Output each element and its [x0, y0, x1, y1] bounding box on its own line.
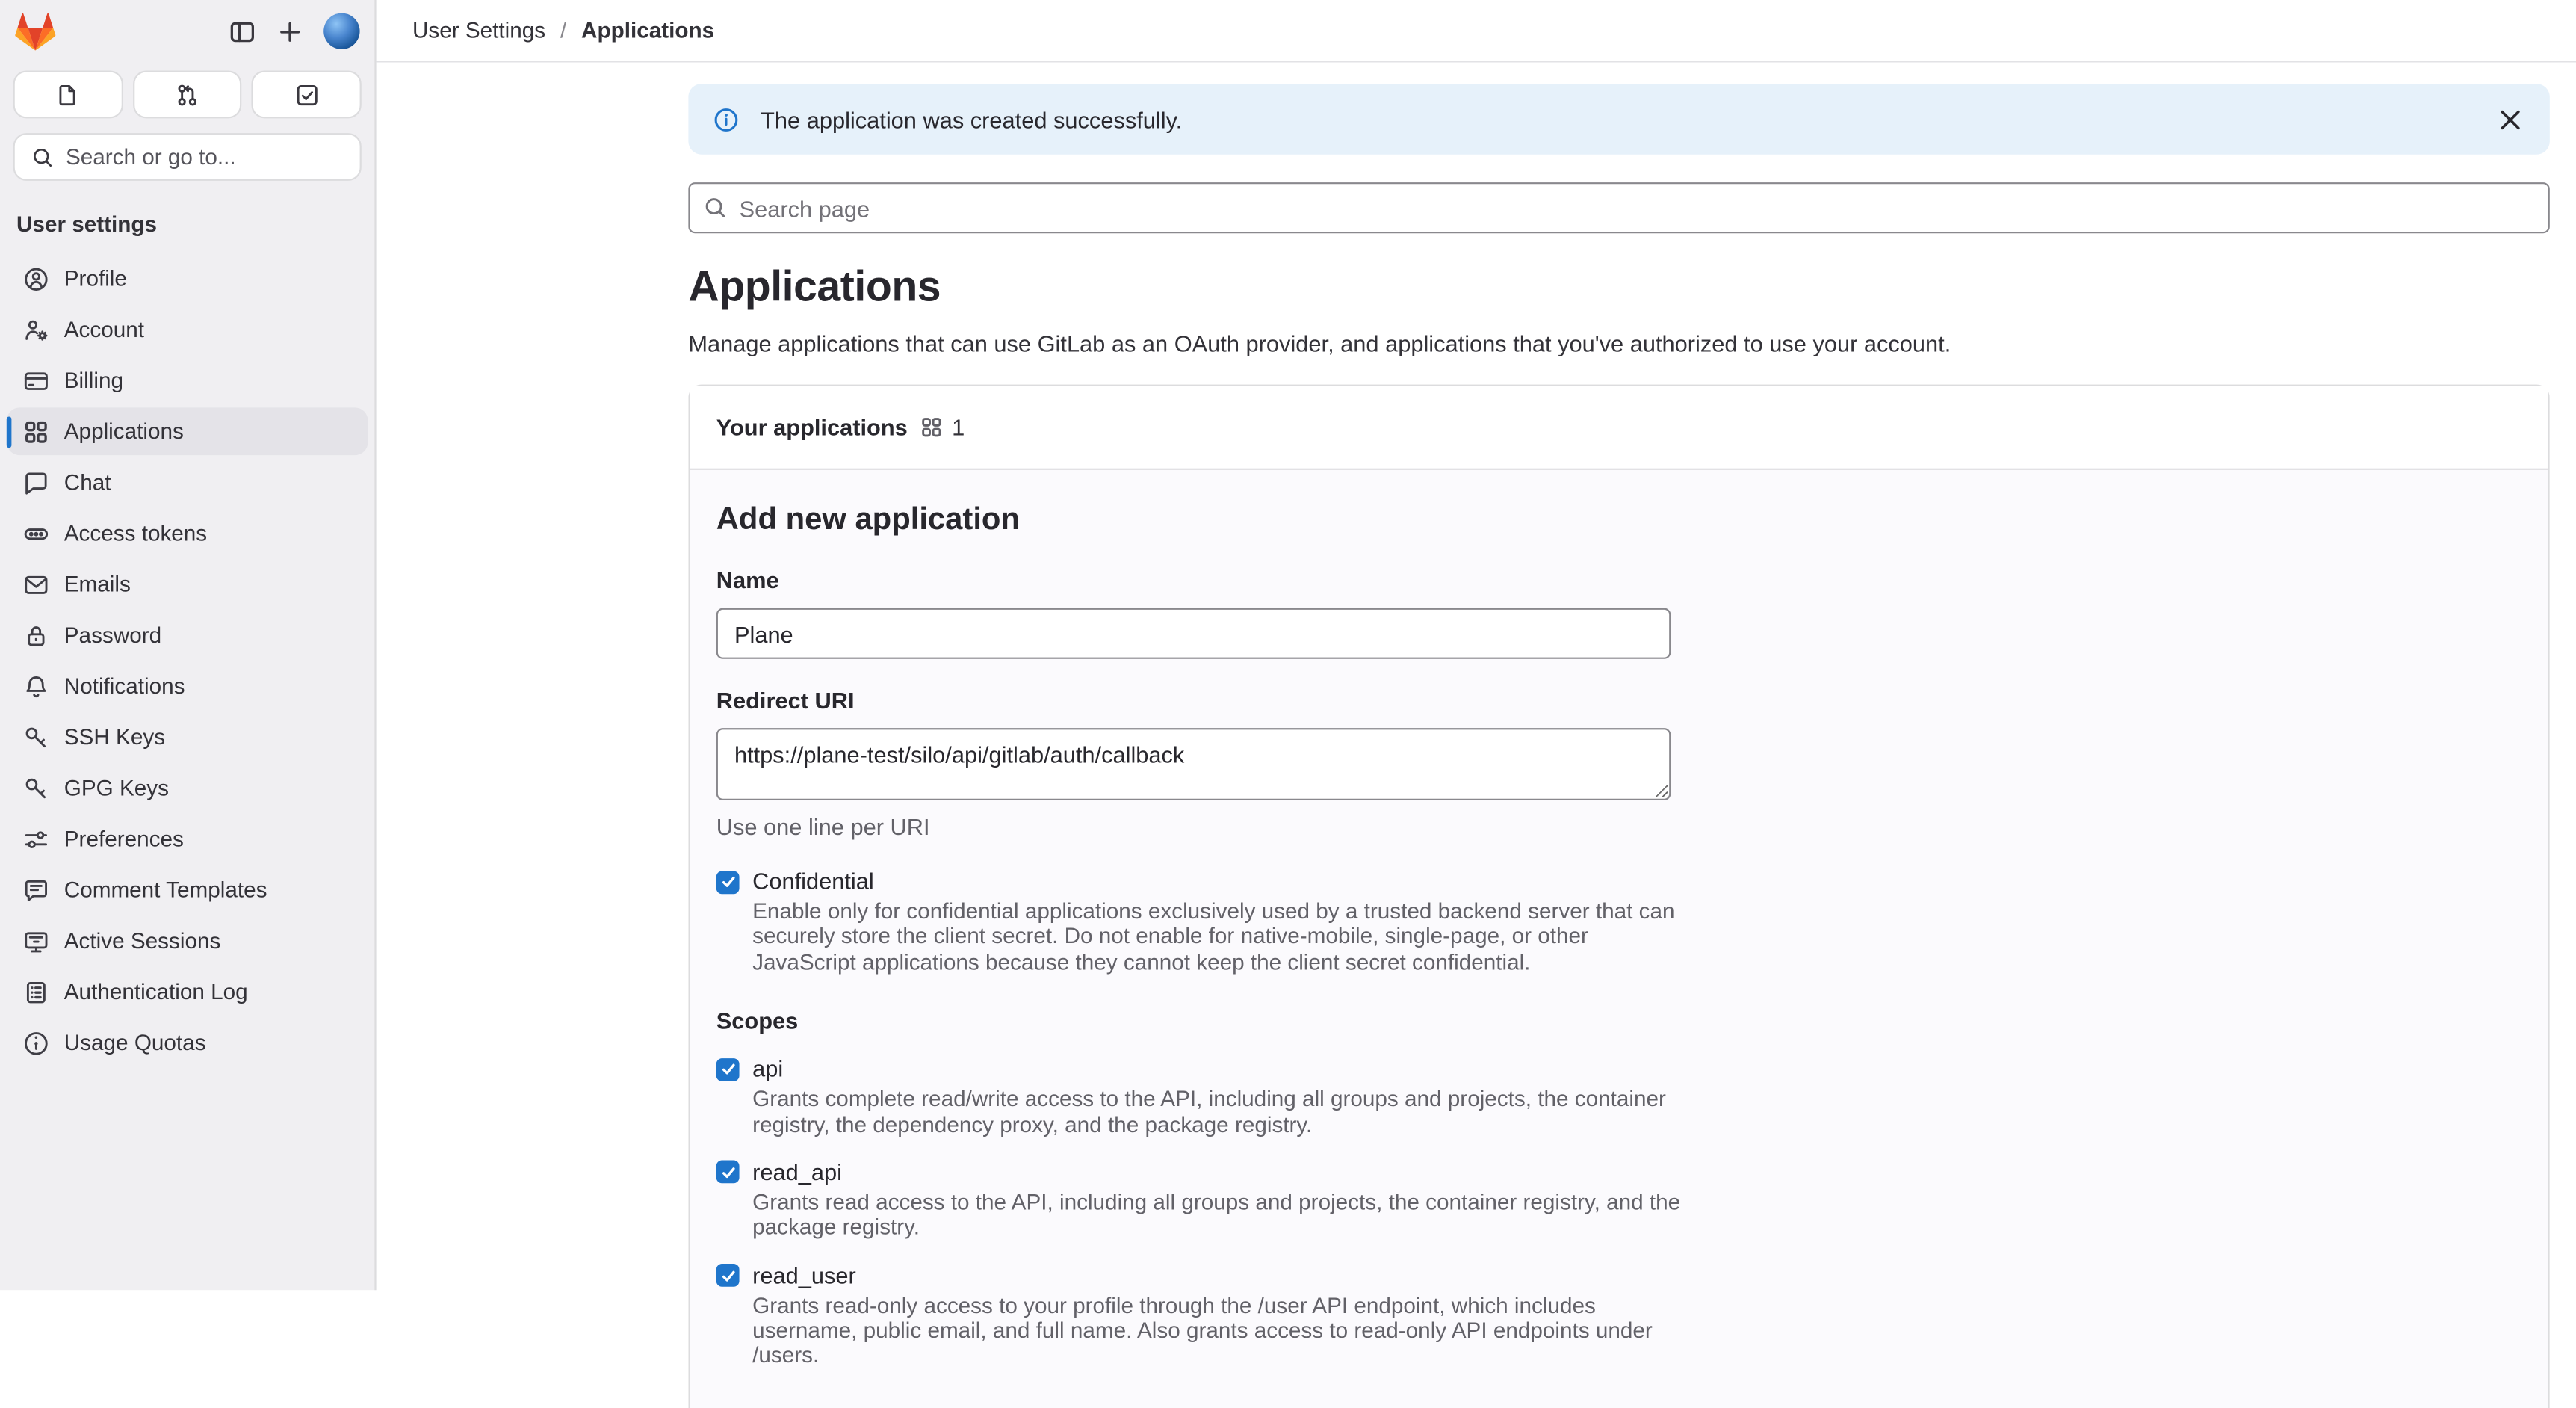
- todo-button[interactable]: [252, 71, 362, 119]
- scope-description: Grants read-only access to your profile through the /user API endpoint, which includes username, public email, and full name. Also grants access to read-only API endpoints under /users.: [752, 1292, 1653, 1368]
- name-label: Name: [716, 566, 779, 593]
- page-search-input[interactable]: [688, 182, 2549, 233]
- alert-message: The application was created successfully.: [761, 105, 1183, 133]
- page-description: Manage applications that can use GitLab as an OAuth provider, and applications that you've authorized to use your account.: [688, 330, 1951, 357]
- sidebar-header: [0, 0, 374, 63]
- sidebar-item-notifications[interactable]: [7, 662, 368, 710]
- scope-checkbox-read-api[interactable]: [716, 1161, 740, 1184]
- breadcrumb: [412, 18, 714, 43]
- sidebar-item-billing[interactable]: [7, 356, 368, 404]
- sidebar-item-label: GPG Keys: [64, 775, 170, 800]
- sidebar-item-emails[interactable]: [7, 561, 368, 608]
- sidebar-item-label: Access tokens: [64, 521, 208, 546]
- active-indicator: [7, 416, 12, 447]
- preferences-icon: [23, 826, 49, 852]
- sidebar-section-title: User settings: [16, 211, 158, 237]
- confidential-option: [716, 868, 2522, 975]
- sidebar-item-label: Active Sessions: [64, 928, 221, 954]
- sidebar-item-account[interactable]: [7, 306, 368, 353]
- sidebar-search-label: Search or go to...: [65, 144, 236, 170]
- password-icon: [23, 622, 49, 648]
- breadcrumb-separator: /: [560, 18, 567, 43]
- super-sidebar: [0, 0, 377, 1290]
- sidebar-item-access-tokens[interactable]: [7, 510, 368, 558]
- search-or-go-to-button[interactable]: [13, 133, 362, 181]
- scope-option-read-user: [716, 1262, 2522, 1368]
- account-icon: [23, 316, 49, 342]
- confidential-description: Enable only for confidential applications exclusively used by a trusted backend server that can securely store the client secret. Do not enable for native-mobile, single-page, or other JavaScript applications because they cannot keep the client secret confidential.: [752, 898, 1675, 975]
- sidebar-item-password[interactable]: [7, 611, 368, 659]
- sidebar-item-gpg-keys[interactable]: [7, 765, 368, 812]
- confidential-checkbox[interactable]: [716, 870, 740, 893]
- sidebar-item-usage-quotas[interactable]: [7, 1019, 368, 1066]
- gitlab-logo-icon[interactable]: [15, 10, 56, 52]
- sidebar-item-applications[interactable]: [7, 407, 368, 455]
- search-icon: [703, 196, 728, 220]
- card-header: [690, 386, 2548, 470]
- chat-icon: [23, 469, 49, 495]
- sidebar-item-label: Comment Templates: [64, 877, 267, 903]
- active-sessions-icon: [23, 927, 49, 954]
- confidential-label[interactable]: Confidential: [752, 868, 874, 895]
- information-icon: [713, 106, 739, 132]
- sidebar-item-label: Emails: [64, 572, 131, 597]
- create-new-icon[interactable]: [276, 17, 303, 45]
- topbar: [377, 0, 2576, 63]
- sidebar-item-label: Preferences: [64, 827, 184, 852]
- issues-icon: [55, 81, 81, 108]
- scope-label[interactable]: api: [752, 1055, 784, 1082]
- page-title: Applications: [688, 261, 941, 311]
- applications-grid-icon: [920, 416, 944, 439]
- sidebar-item-label: Notifications: [64, 673, 185, 699]
- sidebar-item-label: Authentication Log: [64, 979, 248, 1004]
- add-application-form: [690, 470, 2548, 1408]
- scopes-list: [716, 1055, 2522, 1368]
- todo-icon: [294, 81, 320, 108]
- scope-checkbox-api[interactable]: [716, 1057, 740, 1081]
- scope-label[interactable]: read_user: [752, 1261, 856, 1288]
- redirect-uri-hint: Use one line per URI: [716, 813, 930, 840]
- main-content: [377, 63, 2576, 1368]
- usage-quotas-icon: [23, 1030, 49, 1056]
- profile-icon: [23, 265, 49, 291]
- redirect-uri-label: Redirect URI: [716, 687, 855, 714]
- sidebar-item-label: Usage Quotas: [64, 1030, 206, 1055]
- info-alert: [688, 84, 2549, 155]
- notifications-icon: [23, 673, 49, 699]
- sidebar-toggle-icon[interactable]: [229, 17, 256, 45]
- scope-description: Grants complete read/write access to the API, including all groups and projects, the container registry, the dependency proxy, and the package registry.: [752, 1086, 1666, 1137]
- sidebar-item-profile[interactable]: [7, 255, 368, 303]
- sidebar-item-active-sessions[interactable]: [7, 917, 368, 965]
- merge-request-button[interactable]: [132, 71, 242, 119]
- sidebar-item-ssh-keys[interactable]: [7, 713, 368, 761]
- breadcrumb-applications[interactable]: Applications: [581, 18, 715, 43]
- key-icon: [23, 775, 49, 801]
- applications-card: [688, 385, 2549, 1408]
- sidebar-item-label: Billing: [64, 368, 123, 393]
- name-field: [716, 567, 2522, 659]
- scopes-label: Scopes: [716, 1007, 799, 1034]
- scope-description: Grants read access to the API, including all groups and projects, the container registry, and the package registry.: [752, 1189, 1681, 1240]
- sidebar-item-label: Account: [64, 317, 145, 342]
- applications-icon: [23, 419, 49, 445]
- user-avatar[interactable]: [323, 13, 359, 49]
- sidebar-item-label: Password: [64, 623, 162, 648]
- sidebar-nav: [0, 255, 374, 1066]
- redirect-uri-textarea[interactable]: [716, 728, 1671, 800]
- sidebar-item-comment-templates[interactable]: [7, 866, 368, 914]
- card-title: Your applications: [716, 414, 908, 441]
- sidebar-item-preferences[interactable]: [7, 815, 368, 863]
- scope-checkbox-read-user[interactable]: [716, 1264, 740, 1287]
- close-icon[interactable]: [2495, 105, 2525, 135]
- sidebar-item-label: Chat: [64, 469, 111, 495]
- issues-button[interactable]: [13, 71, 123, 119]
- page-search: [688, 182, 2549, 233]
- applications-count: 1: [952, 414, 965, 441]
- form-title: Add new application: [716, 502, 1020, 538]
- redirect-uri-field: [716, 687, 2522, 840]
- search-icon: [31, 146, 55, 169]
- sidebar-item-label: Profile: [64, 266, 127, 291]
- sidebar-item-label: SSH Keys: [64, 724, 166, 750]
- breadcrumb-user-settings[interactable]: User Settings: [412, 18, 546, 43]
- auth-log-icon: [23, 978, 49, 1004]
- sidebar-item-authentication-log[interactable]: [7, 968, 368, 1016]
- comment-templates-icon: [23, 877, 49, 903]
- scope-option-read-api: [716, 1158, 2522, 1240]
- sidebar-item-chat[interactable]: [7, 459, 368, 507]
- billing-icon: [23, 367, 49, 393]
- merge-request-icon: [174, 81, 200, 108]
- sidebar-shortcuts: [0, 63, 374, 119]
- sidebar-item-label: Applications: [64, 419, 184, 444]
- scope-option-api: [716, 1055, 2522, 1137]
- emails-icon: [23, 571, 49, 597]
- scope-label[interactable]: read_api: [752, 1158, 842, 1185]
- key-icon: [23, 724, 49, 750]
- name-input[interactable]: [716, 608, 1671, 659]
- tokens-icon: [23, 520, 49, 546]
